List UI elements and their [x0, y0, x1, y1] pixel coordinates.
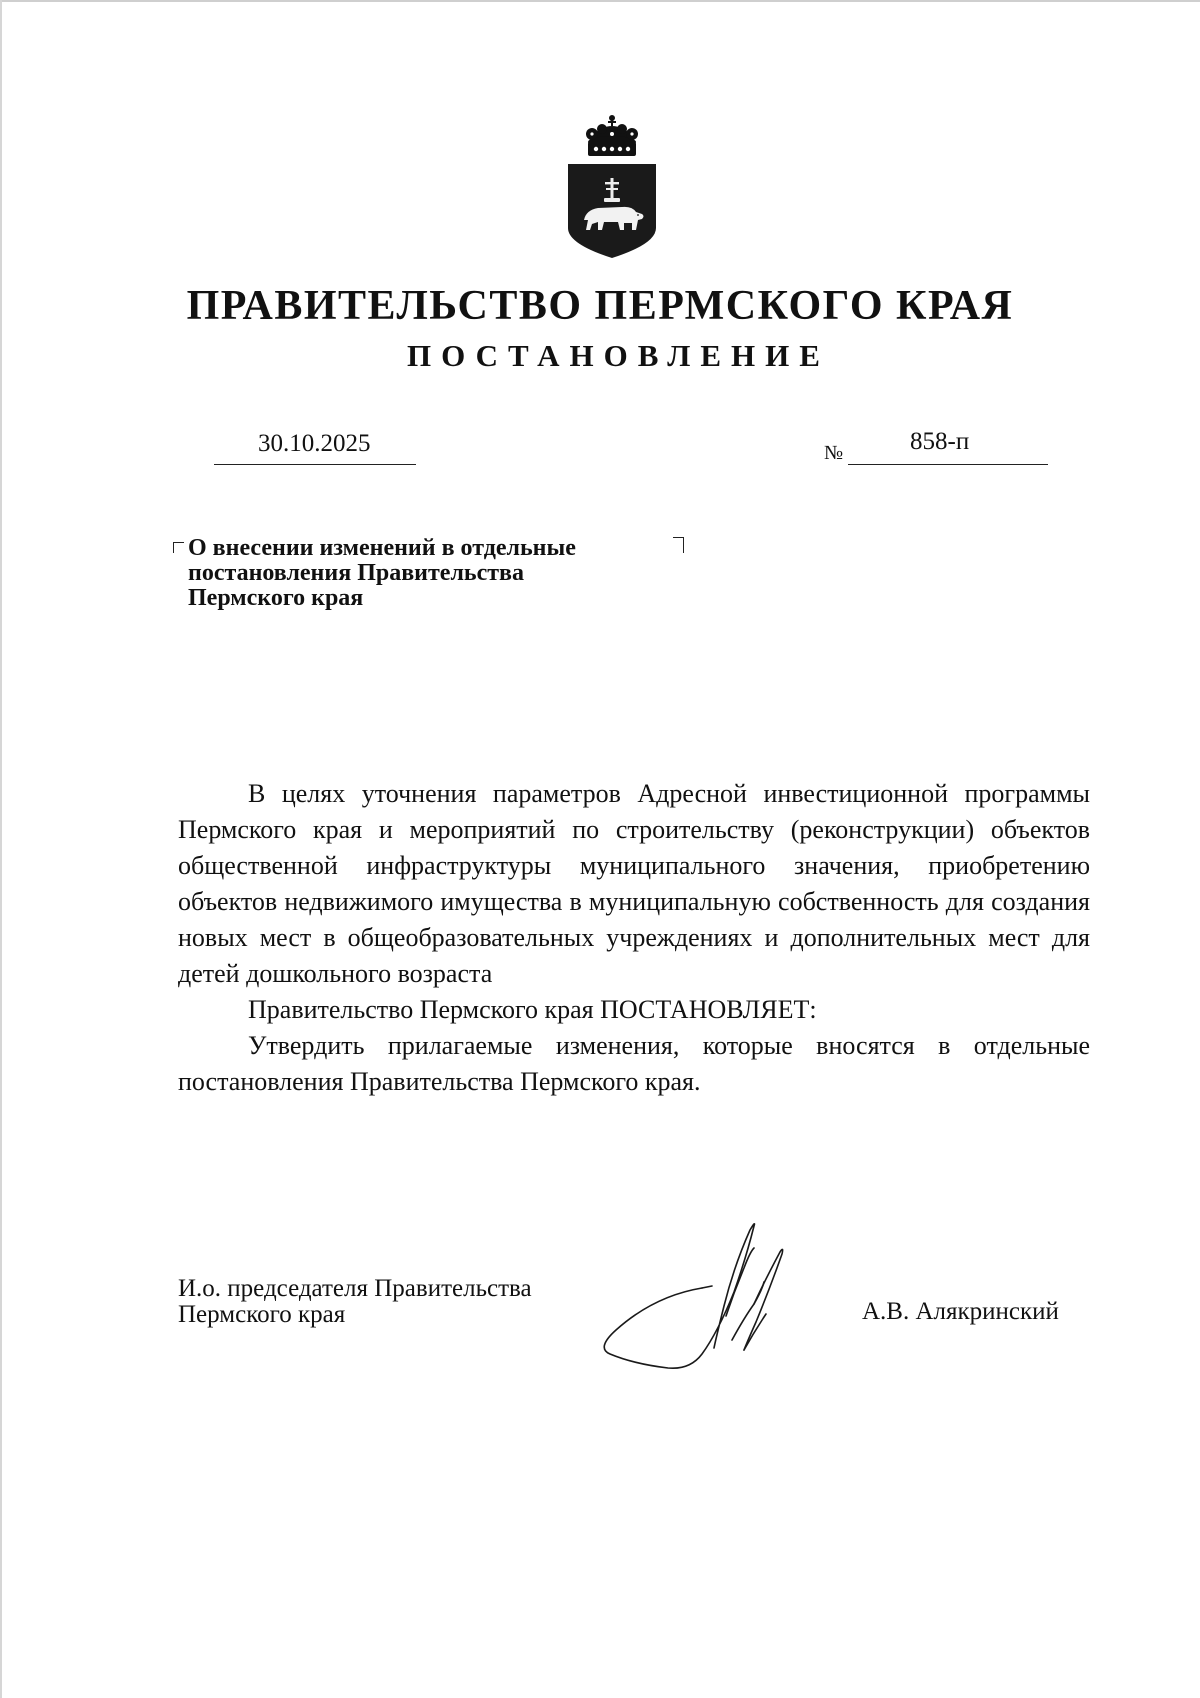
document-subject [188, 536, 668, 611]
signer-name: А.В. Алякринский [862, 1298, 1059, 1325]
subject-line: постановления Правительства [188, 560, 524, 586]
subject-corner-mark-left [173, 542, 184, 553]
registration-date: 30.10.2025 [258, 430, 371, 457]
document-body [178, 776, 1090, 1100]
subject-line: Пермского края [188, 585, 364, 611]
scan-edge [0, 0, 2, 1698]
handwritten-signature-icon [594, 1222, 826, 1378]
body-paragraph: Правительство Пермского края ПОСТАНОВЛЯЕТ: [248, 995, 817, 1024]
scan-edge [0, 0, 1200, 2]
document-type-heading: ПОСТАНОВЛЕНИЕ [407, 338, 830, 373]
signer-position-line: И.о. председателя Правительства [178, 1275, 532, 1302]
registration-number: 858-п [910, 428, 970, 455]
subject-line: О внесении изменений в отдельные [188, 535, 576, 561]
number-sign-label: № [824, 442, 844, 464]
subject-corner-mark-right [673, 537, 684, 553]
signer-position-line: Пермского края [178, 1301, 346, 1328]
registration-number-field [848, 424, 1048, 465]
organization-title: ПРАВИТЕЛЬСТВО ПЕРМСКОГО КРАЯ [186, 283, 1014, 329]
body-paragraph: В целях уточнения параметров Адресной инвестиционной программы Пермского края и мероприятий по строительству (реконструкции) объектов общественной инфраструктуры муниципального значения, приобретению объектов недвижимого имущества в муниципальную собственность для создания новых мест в общеобразовательных учреждениях и дополнительных мест для детей дошкольного возраста [178, 779, 1090, 988]
signer-position [178, 1276, 598, 1328]
perm-krai-coat-of-arms-icon [566, 112, 658, 260]
registration-date-field [214, 424, 416, 465]
body-paragraph: Утвердить прилагаемые изменения, которые вносятся в отдельные постановления Правительства Пермского края. [178, 1031, 1090, 1096]
